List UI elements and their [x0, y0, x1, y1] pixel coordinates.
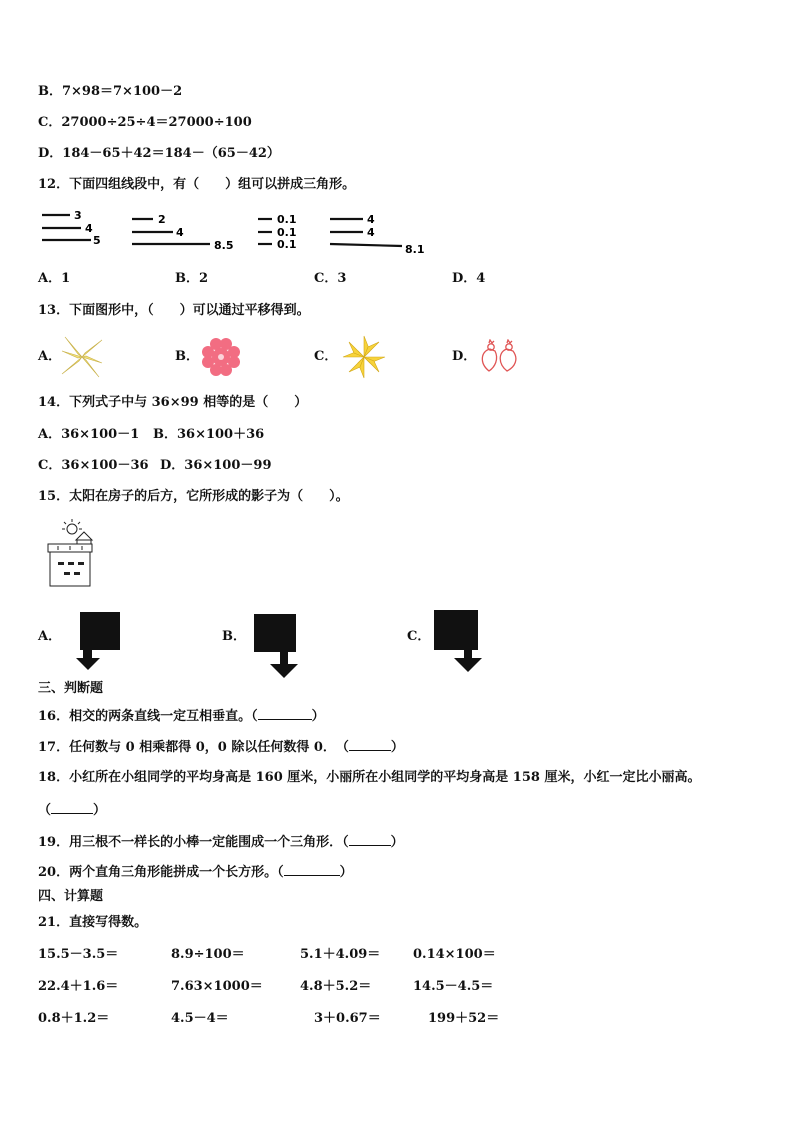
calc-item: 22.4＋1.6＝: [38, 979, 119, 994]
calc-item: 0.8＋1.2＝: [38, 1011, 110, 1026]
star-pinwheel-icon: [342, 335, 386, 379]
q19: 19．用三根不一样长的小棒一定能围成一个三角形．（ ）: [38, 835, 404, 850]
calc-item: 4.8＋5.2＝: [300, 979, 372, 994]
pinwheel-icon: [61, 336, 103, 378]
q15-option-a: A．: [38, 629, 62, 644]
sun-icon: [62, 519, 82, 534]
section-4-title: 四、计算题: [38, 889, 104, 904]
segment-label: 0.1: [277, 238, 297, 251]
shadow-option-c-figure: [432, 608, 484, 676]
twin-chicks-icon: [477, 339, 523, 375]
q11-option-d: D．184－65＋42＝184－（65－42）: [38, 146, 280, 161]
segment-label: 0.1: [277, 213, 297, 226]
q12-option-d: D．4: [452, 271, 486, 286]
calc-item: 14.5－4.5＝: [413, 979, 494, 994]
heart-flower-icon: [201, 337, 241, 377]
q12-stem: 12．下面四组线段中，有（ ）组可以拼成三角形。: [38, 177, 356, 192]
segment-label: 8.1: [405, 243, 425, 256]
segment-label: 4: [85, 222, 93, 235]
q18: 18．小红所在小组同学的平均身高是 160 厘米，小丽所在小组同学的平均身高是 158 厘米，小红一定比小丽高。: [38, 770, 701, 785]
q18-answer: （ ）: [38, 803, 107, 818]
segment-label: 8.5: [214, 239, 234, 252]
calc-item: 15.5－3.5＝: [38, 947, 119, 962]
q13-option-a: A．: [38, 349, 62, 364]
q13-stem: 13．下面图形中，（ ）可以通过平移得到。: [38, 303, 310, 318]
q12-option-a: A．1: [38, 271, 71, 286]
calc-item: 0.14×100＝: [413, 947, 496, 962]
q14-option-d: D．36×100－99: [160, 458, 272, 473]
q13-option-c: C．: [314, 349, 338, 364]
q14-option-a: A．36×100－1: [38, 427, 140, 442]
q21-stem: 21．直接写得数。: [38, 915, 148, 930]
q11-option-b: B．7×98＝7×100－2: [38, 84, 183, 99]
q14-option-c: C．36×100－36: [38, 458, 149, 473]
calc-item: 199＋52＝: [428, 1011, 500, 1026]
shadow-option-b-figure: [252, 612, 300, 680]
calc-item: 5.1＋4.09＝: [300, 947, 381, 962]
segment-group-1: [42, 215, 91, 240]
segment-group-3: [258, 219, 272, 244]
calc-item: 4.5－4＝: [171, 1011, 229, 1026]
q13-option-d: D．: [452, 349, 477, 364]
house-with-sun-figure: [44, 518, 102, 590]
q16: 16．相交的两条直线一定互相垂直。（ ）: [38, 709, 325, 724]
segment-label: 2: [158, 213, 166, 226]
segment-label: 4: [367, 213, 375, 226]
section-3-title: 三、判断题: [38, 681, 104, 696]
answer-blank[interactable]: [51, 801, 93, 814]
answer-blank[interactable]: [349, 833, 391, 846]
answer-blank[interactable]: [258, 707, 312, 720]
segment-label: 0.1: [277, 226, 297, 239]
segment-label: 5: [93, 234, 101, 247]
answer-blank[interactable]: [284, 863, 340, 876]
q15-option-b: B．: [222, 629, 246, 644]
segment-group-2: [132, 219, 210, 244]
q17: 17．任何数与 0 相乘都得 0，0 除以任何数得 0． （ ）: [38, 740, 404, 755]
q15-stem: 15．太阳在房子的后方，它所形成的影子为（ ）。: [38, 489, 349, 504]
shadow-option-a-figure: [76, 610, 122, 676]
q15-option-c: C．: [407, 629, 431, 644]
q14-option-b: B．36×100＋36: [153, 427, 265, 442]
segment-label: 4: [367, 226, 375, 239]
q14-stem: 14．下列式子中与 36×99 相等的是（ ）: [38, 395, 308, 410]
calc-item: 3＋0.67＝: [314, 1011, 381, 1026]
q12-option-c: C．3: [314, 271, 347, 286]
calc-item: 8.9÷100＝: [171, 947, 245, 962]
segment-group-4: [330, 219, 402, 246]
q11-option-c: C．27000÷25÷4＝27000÷100: [38, 115, 252, 130]
calc-item: 7.63×1000＝: [171, 979, 263, 994]
segment-label: 4: [176, 226, 184, 239]
q12-option-b: B．2: [175, 271, 209, 286]
segment-label: 3: [74, 209, 82, 222]
answer-blank[interactable]: [349, 738, 391, 751]
q13-option-b: B．: [175, 349, 199, 364]
q12-segment-figure: [36, 206, 436, 258]
q20: 20．两个直角三角形能拼成一个长方形。（ ）: [38, 865, 353, 880]
